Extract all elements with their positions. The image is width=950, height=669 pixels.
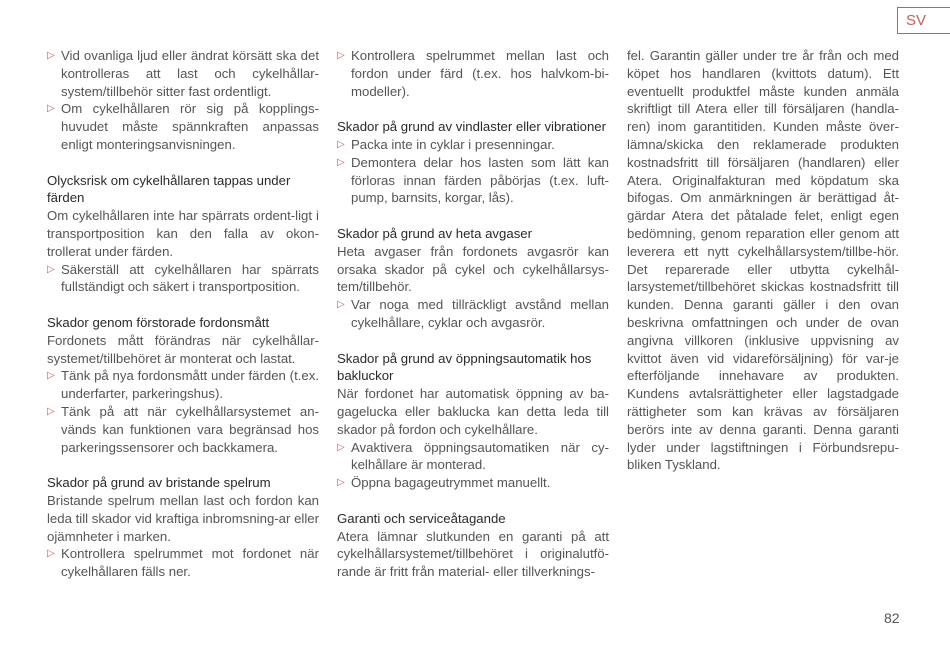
triangle-bullet-icon: ▷ (337, 156, 345, 168)
paragraph: Heta avgaser från fordonets avgasrör kan orsaka skador på cykel och cykelhållarsys-tem/tillbehör. (337, 243, 609, 295)
bullet-item: ▷ Vid ovanliga ljud eller ändrat körsätt ska det kontrolleras att last och cykelhållar-system/tillbehör sitter fast ordentligt. (47, 48, 319, 99)
triangle-bullet-icon: ▷ (47, 103, 55, 115)
triangle-bullet-icon: ▷ (337, 138, 345, 150)
page-number: 82 (884, 610, 900, 626)
paragraph: Fordonets mått förändras när cykelhållar-systemet/tillbehöret är monterat och lastat. (47, 332, 319, 366)
bullet-item: ▷ Kontrollera spelrummet mellan last och fordon under färd (t.ex. hos halvkom-bi-modeller). (337, 48, 609, 99)
triangle-bullet-icon: ▷ (47, 548, 55, 560)
paragraph: Om cykelhållaren inte har spärrats ordent-ligt i transportposition kan den falla av okon-trollerat under färden. (47, 208, 319, 259)
paragraph: fel. Garantin gäller under tre år från och med köpet hos handlaren (kvittots datum). Ett eventuellt produktfel måste kunden anmäla skriftligt till Atera eller till försäljaren (handla-ren) inom garantitiden. Kunden måste över-lämna/skicka den reklamerade produkten kostnadsfritt till försäljaren (handlaren) eller Atera. Originalfakturan med köpdatum ska bifogas. Om anmärkningen är berättigad åt-gärdar Atera det påtalade felet, enligt egen bedömning, genom reparation eller genom att leverera ett nytt cykelhållarsystem/tillbe-hör. Det reparerade eller utbytta cykelhål-larsystemet/tillbehöret skickas kostnadsfritt till kunden. Denna garanti gäller i den ovan beskrivna omfattningen och under de ovan angivna villkoren (inklusive uppvisning av kvittot även vid vidareförsäljning) för var-je efterföljande innehavare av produkten. Kundens avtalsrättigheter eller lagstadgade rättigheter som kan krävas av försäljaren berörs inte av denna garanti. Denna garanti lyder under lagstiftningen i Förbundsrepu-bliken Tyskland. (627, 48, 899, 473)
triangle-bullet-icon: ▷ (47, 370, 55, 382)
section-heading: Skador på grund av bristande spelrum (47, 475, 271, 491)
bullet-item: ▷ Öppna bagageutrymmet manuellt. (337, 475, 551, 491)
column-1 (47, 47, 319, 581)
column-3 (627, 47, 899, 474)
section-heading: Olycksrisk om cykelhållaren tappas under färden (47, 172, 291, 206)
section-heading: Garanti och serviceåtagande (337, 510, 506, 526)
paragraph: Atera lämnar slutkunden en garanti på att cykelhållarsystemet/tillbehöret i originalutfö-rande är fritt från material- eller tillverknings- (337, 528, 609, 580)
triangle-bullet-icon: ▷ (337, 50, 345, 61)
triangle-bullet-icon: ▷ (337, 441, 345, 453)
bullet-item: ▷ Kontrollera spelrummet mot fordonet när cykelhållaren fälls ner. (47, 546, 319, 580)
triangle-bullet-icon: ▷ (47, 405, 55, 417)
bullet-item: ▷ Var noga med tillräckligt avstånd mellan cykelhållare, cyklar och avgasrör. (337, 297, 609, 330)
section-heading: Skador på grund av vindlaster eller vibrationer (337, 119, 607, 135)
triangle-bullet-icon: ▷ (337, 299, 345, 311)
bullet-item: ▷ Säkerställ att cykelhållaren har spärrats fullständigt och säkert i transportposition. (47, 261, 319, 295)
section-heading: Skador genom förstorade fordonsmått (47, 314, 270, 330)
paragraph: När fordonet har automatisk öppning av ba-gagelucka eller baklucka kan detta leda till skador på fordon och cykelhållare. (337, 386, 609, 437)
triangle-bullet-icon: ▷ (47, 50, 55, 61)
bullet-item: ▷ Demontera delar hos lasten som lätt kan förloras innan färden påbörjas (t.ex. luft-pump, barnsits, korgar, lås). (337, 154, 609, 206)
triangle-bullet-icon: ▷ (337, 477, 345, 489)
bullet-item: ▷ Packa inte in cyklar i presenningar. (337, 136, 555, 152)
paragraph: Bristande spelrum mellan last och fordon kan leda till skador vid kraftiga inbromsning-ar eller ojämnheter i marken. (47, 492, 319, 544)
section-heading: Skador på grund av heta avgaser (337, 225, 533, 241)
language-tab: SV (897, 7, 950, 34)
column-2 (337, 47, 609, 581)
triangle-bullet-icon: ▷ (47, 263, 55, 275)
section-heading: Skador på grund av öppningsautomatik hos bakluckor (337, 350, 592, 384)
bullet-item: ▷ Om cykelhållaren rör sig på kopplings-huvudet måste spännkraften anpassas enligt monteringsanvisningen. (47, 101, 319, 152)
bullet-item: ▷ Avaktivera öppningsautomatiken när cy-kelhållare är monterad. (337, 439, 609, 473)
bullet-item: ▷ Tänk på nya fordonsmått under färden (t.ex. underfarter, parkeringshus). (47, 368, 319, 402)
bullet-item: ▷ Tänk på att när cykelhållarsystemet an-vänds kan funktionen vara begränsad hos parkeringssensorer och backkamera. (47, 403, 319, 455)
